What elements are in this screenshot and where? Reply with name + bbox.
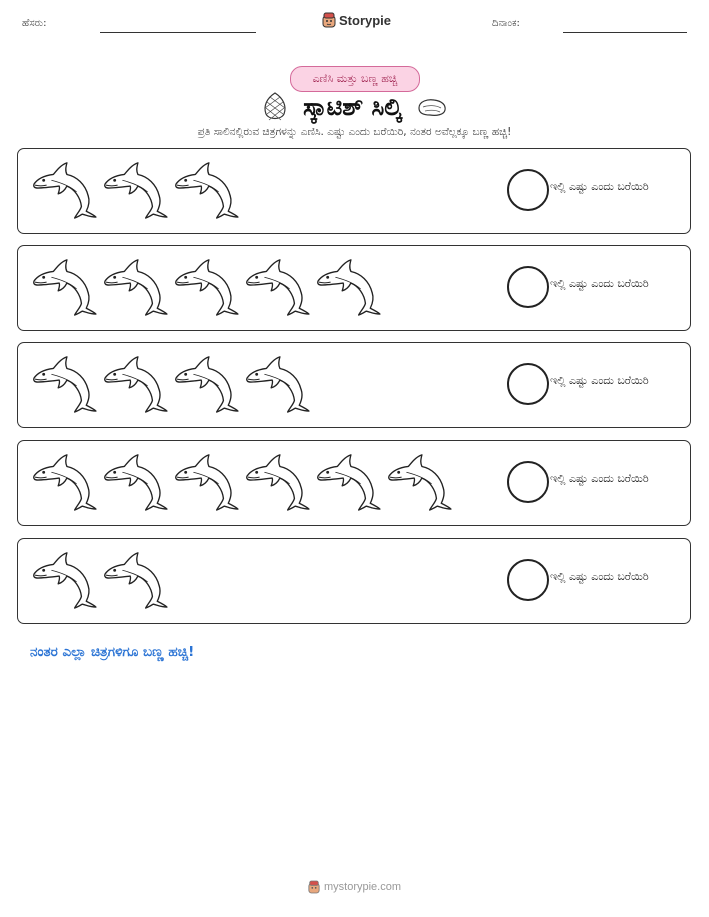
dolphin-icon: [30, 549, 98, 609]
dolphin-icon: [243, 256, 311, 316]
dolphin-icon: [385, 451, 453, 511]
dolphin-icon: [172, 451, 240, 511]
count-row-5: [17, 538, 691, 624]
dolphin-icon: [101, 549, 169, 609]
name-line[interactable]: [100, 32, 256, 33]
brand-name: Storypie: [339, 12, 392, 28]
dolphin-group: [30, 451, 456, 511]
dolphin-group: [30, 549, 172, 609]
answer-label: ಇಲ್ಲಿ ಎಷ್ಟು ಎಂದು ಬರೆಯಿರಿ: [550, 277, 649, 290]
answer-label: ಇಲ್ಲಿ ಎಷ್ಟು ಎಂದು ಬರೆಯಿರಿ: [550, 180, 649, 193]
instructions: ಪ್ರತಿ ಸಾಲಿನಲ್ಲಿರುವ ಚಿತ್ರಗಳನ್ನು ಎಣಿಸಿ. ಎಷ್ಟು ಎಂದು ಬರೆಯಿರಿ, ನಂತರ ಅವೆಲ್ಲಕ್ಕೂ ಬಣ್ಣ ಹಚ್ಚಿ!: [197, 126, 512, 138]
footer-note: ನಂತರ ಎಲ್ಲಾ ಚಿತ್ರಗಳಿಗೂ ಬಣ್ಣ ಹಚ್ಚಿ!: [30, 644, 195, 660]
page-title: ಸ್ಕಾಟಿಶ್ ಸಿಲ್ಕಿ: [303, 93, 402, 121]
count-row-4: [17, 440, 691, 526]
stone-icon: [416, 96, 448, 118]
dolphin-icon: [314, 256, 382, 316]
count-row-3: [17, 342, 691, 428]
date-label: ದಿನಾಂಕ:: [492, 18, 520, 29]
dolphin-group: [30, 159, 243, 219]
dolphin-icon: [243, 451, 311, 511]
brand-logo: [322, 12, 391, 28]
count-row-1: [17, 148, 691, 234]
storypie-mascot-icon: [322, 12, 336, 28]
answer-label: ಇಲ್ಲಿ ಎಷ್ಟು ಎಂದು ಬರೆಯಿರಿ: [550, 374, 649, 387]
count-row-2: [17, 245, 691, 331]
dolphin-icon: [30, 256, 98, 316]
pinecone-icon: [261, 92, 289, 122]
footer: [0, 880, 709, 894]
activity-badge: [290, 66, 420, 92]
storypie-mascot-icon: [308, 880, 320, 894]
badge-text: ಎಣಿಸಿ ಮತ್ತು ಬಣ್ಣ ಹಚ್ಚಿ: [312, 72, 398, 85]
answer-label: ಇಲ್ಲಿ ಎಷ್ಟು ಎಂದು ಬರೆಯಿರಿ: [550, 570, 649, 583]
name-label: ಹೆಸರು:: [22, 18, 47, 29]
answer-circle[interactable]: [507, 461, 549, 503]
dolphin-icon: [30, 451, 98, 511]
dolphin-icon: [243, 353, 311, 413]
dolphin-group: [30, 256, 385, 316]
dolphin-icon: [172, 159, 240, 219]
answer-circle[interactable]: [507, 363, 549, 405]
dolphin-group: [30, 353, 314, 413]
dolphin-icon: [30, 353, 98, 413]
answer-label: ಇಲ್ಲಿ ಎಷ್ಟು ಎಂದು ಬರೆಯಿರಿ: [550, 472, 649, 485]
dolphin-icon: [101, 353, 169, 413]
dolphin-icon: [101, 159, 169, 219]
dolphin-icon: [172, 256, 240, 316]
answer-circle[interactable]: [507, 169, 549, 211]
dolphin-icon: [314, 451, 382, 511]
footer-url[interactable]: mystorypie.com: [323, 881, 402, 893]
dolphin-icon: [101, 451, 169, 511]
answer-circle[interactable]: [507, 266, 549, 308]
date-line[interactable]: [563, 32, 687, 33]
dolphin-icon: [30, 159, 98, 219]
dolphin-icon: [172, 353, 240, 413]
dolphin-icon: [101, 256, 169, 316]
title-row: [0, 92, 709, 122]
answer-circle[interactable]: [507, 559, 549, 601]
